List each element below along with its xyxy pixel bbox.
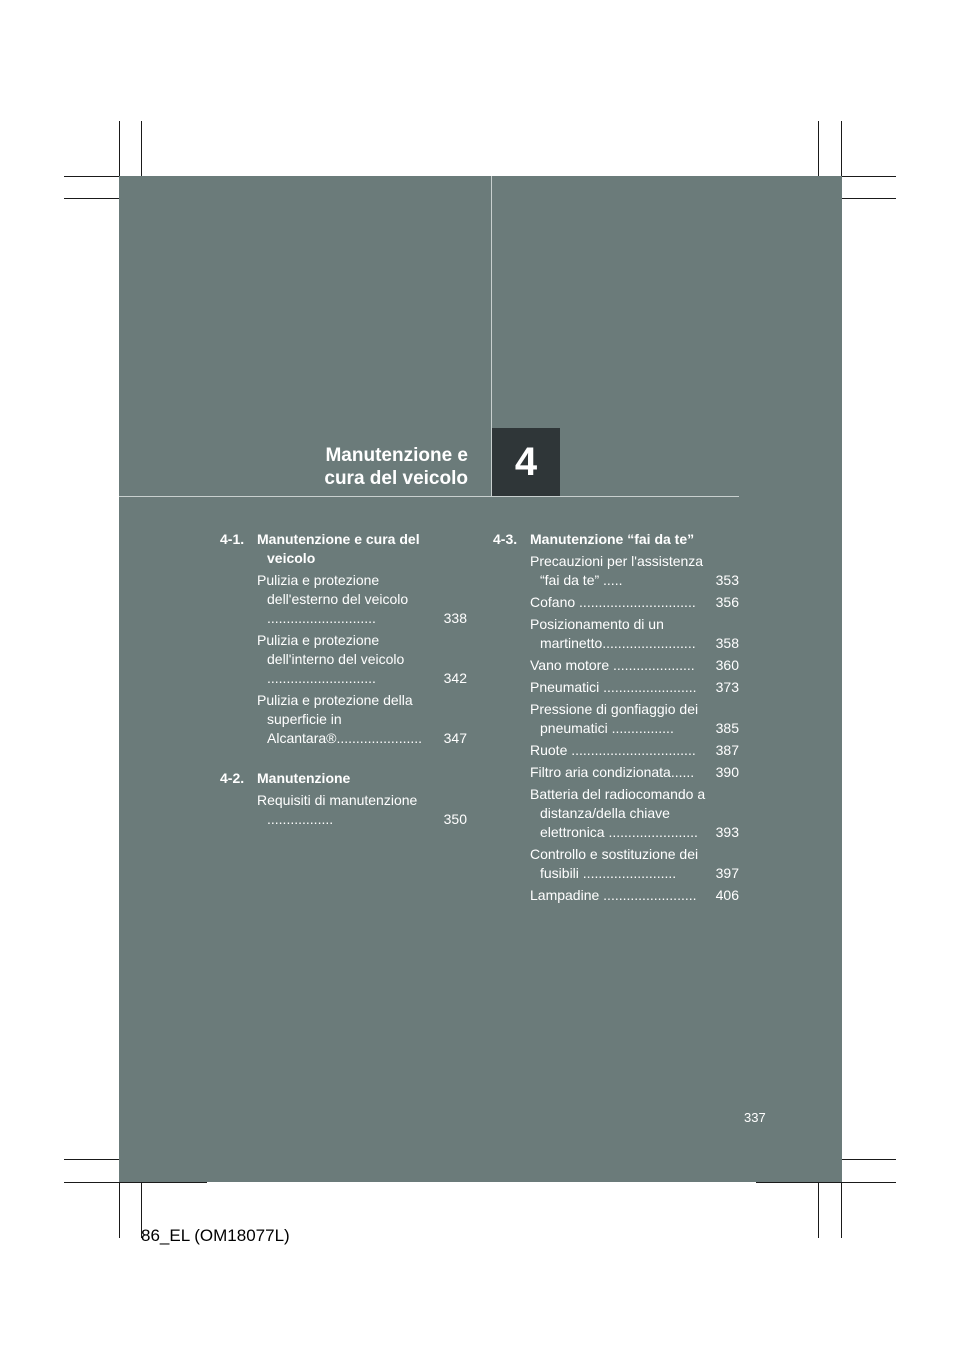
toc-entry-label: Pulizia e protezione dell'interno del veicolo ............................ xyxy=(257,632,405,686)
toc-entry-label: Pressione di gonfiaggio dei pneumatici ................ xyxy=(530,701,699,736)
toc-entry-page: 342 xyxy=(443,670,467,686)
toc-entry[interactable] xyxy=(530,656,739,675)
toc-entry-page: 353 xyxy=(715,572,739,588)
toc-section[interactable] xyxy=(220,769,467,788)
section-title: Manutenzione xyxy=(257,770,351,786)
toc-entry-page: 360 xyxy=(715,657,739,673)
toc-entry-page: 393 xyxy=(715,824,739,840)
toc-entry-label: Cofano .............................. xyxy=(530,594,696,610)
section-number: 4-2. xyxy=(220,770,245,786)
toc-entry[interactable] xyxy=(530,785,739,842)
toc-entry-page: 350 xyxy=(443,811,467,827)
section-title: Manutenzione e cura del veicolo xyxy=(257,531,420,566)
header-divider-horizontal xyxy=(119,496,739,497)
toc-entry-page: 397 xyxy=(715,865,739,881)
toc-entry-label: Precauzioni per l'assistenza “fai da te” ..... xyxy=(530,553,704,588)
toc-entry[interactable] xyxy=(530,763,739,782)
chapter-number-box xyxy=(492,428,560,496)
toc-entry-label: Batteria del radiocomando a distanza/della chiave elettronica ....................... xyxy=(530,786,706,840)
toc-entry-label: Pulizia e protezione della superficie in Alcantara®...................... xyxy=(257,692,423,746)
page-number: 337 xyxy=(744,1110,766,1125)
toc-section[interactable] xyxy=(220,530,467,568)
toc-column-right xyxy=(493,530,739,908)
toc-entry[interactable] xyxy=(530,678,739,697)
chapter-title-line1: Manutenzione e xyxy=(325,445,468,466)
section-number: 4-1. xyxy=(220,531,245,547)
toc-entry-label: Controllo e sostituzione dei fusibili ........................ xyxy=(530,846,699,881)
toc-entry-page: 356 xyxy=(715,594,739,610)
toc-entry[interactable] xyxy=(530,741,739,760)
toc-entry-page: 387 xyxy=(715,742,739,758)
toc-entry[interactable] xyxy=(530,700,739,738)
section-title: Manutenzione “fai da te” xyxy=(530,531,695,547)
toc-entry-page: 358 xyxy=(715,635,739,651)
toc-entry-label: Pneumatici ........................ xyxy=(530,679,697,695)
toc-entry[interactable] xyxy=(530,593,739,612)
toc-entry-page: 406 xyxy=(715,887,739,903)
toc-section[interactable] xyxy=(493,530,739,549)
toc-entry[interactable] xyxy=(257,631,467,688)
toc-entry-page: 373 xyxy=(715,679,739,695)
crop-mark xyxy=(756,1182,896,1183)
toc-entry-label: Pulizia e protezione dell'esterno del veicolo ............................ xyxy=(257,572,409,626)
toc-entry[interactable] xyxy=(257,791,467,829)
crop-mark xyxy=(64,1182,207,1183)
toc-entry-label: Requisiti di manutenzione ................. xyxy=(257,792,418,827)
toc-entry-label: Vano motore ..................... xyxy=(530,657,695,673)
toc-entry[interactable] xyxy=(530,552,739,590)
document-code: 86_EL (OM18077L) xyxy=(141,1226,290,1245)
chapter-title xyxy=(240,444,468,490)
toc-entry-page: 338 xyxy=(443,610,467,626)
toc-entry-label: Lampadine ........................ xyxy=(530,887,697,903)
toc-entry-page: 347 xyxy=(443,730,467,746)
toc-entry[interactable] xyxy=(530,886,739,905)
toc-entry[interactable] xyxy=(257,571,467,628)
toc-entry-page: 385 xyxy=(715,720,739,736)
toc-column-left xyxy=(220,530,467,832)
toc-entry-label: Ruote ................................ xyxy=(530,742,696,758)
toc-entry-page: 390 xyxy=(715,764,739,780)
chapter-title-line2: cura del veicolo xyxy=(324,468,468,489)
toc-entry[interactable] xyxy=(257,691,467,748)
toc-entry-label: Filtro aria condizionata...... xyxy=(530,764,695,780)
toc-entry-label: Posizionamento di un martinetto........................ xyxy=(530,616,696,651)
section-number: 4-3. xyxy=(493,531,518,547)
toc-entry[interactable] xyxy=(530,845,739,883)
toc-entry[interactable] xyxy=(530,615,739,653)
chapter-number: 4 xyxy=(514,439,538,484)
